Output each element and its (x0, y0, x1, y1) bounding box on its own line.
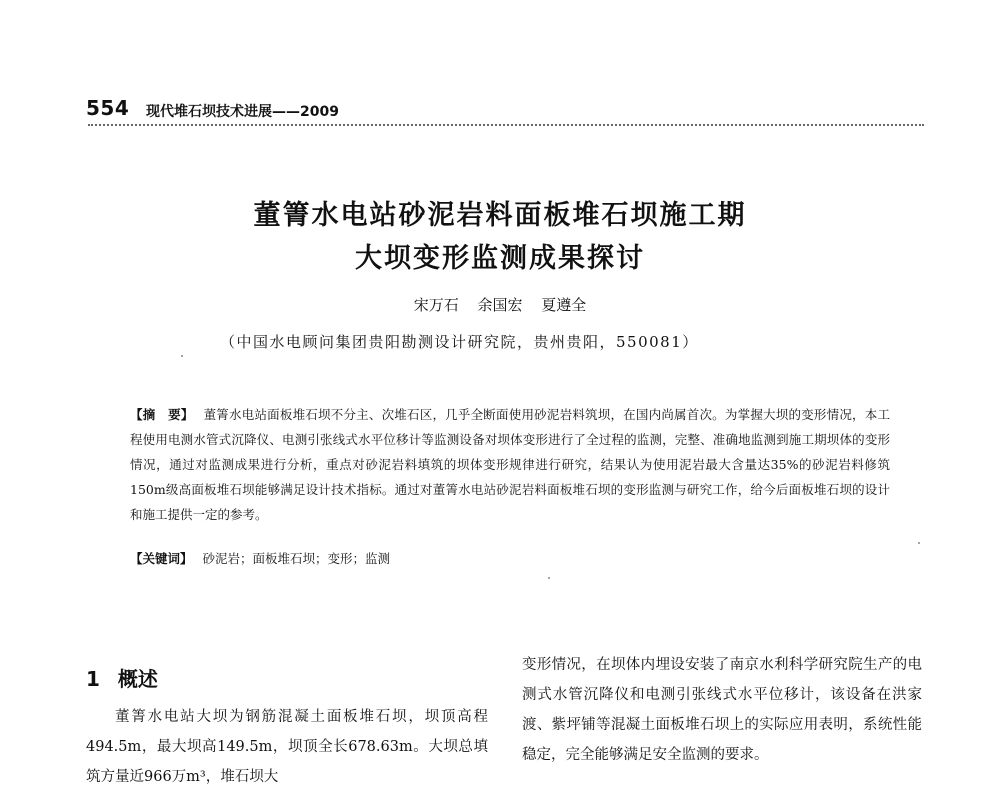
keywords (130, 549, 390, 567)
page-number: 554 (86, 96, 130, 120)
abstract-text: 董箐水电站面板堆石坝不分主、次堆石区，几乎全断面使用砂泥岩料筑坝，在国内尚属首次。为掌握大坝的变形情况，本工程使用电测水管式沉降仪、电测引张线式水平位移计等监测设备对坝体变形进行了全过程的监测，完整、准确地监测到施工期坝体的变形情况，通过对监测成果进行分析，重点对砂泥岩料填筑的坝体变形规律进行研究，结果认为使用泥岩最大含量达35%的砂泥岩料修筑150m级高面板堆石坝能够满足设计技术指标。通过对董箐水电站砂泥岩料面板堆石坝的变形监测与研究工作，给今后面板堆石坝的设计和施工提供一定的参考。 (130, 407, 890, 522)
section-heading (86, 663, 158, 692)
scan-speck (548, 577, 550, 579)
journal-title: 现代堆石坝技术进展——2009 (146, 104, 339, 120)
header-divider (88, 124, 924, 126)
abstract (130, 402, 890, 527)
keywords-text: 砂泥岩；面板堆石坝；变形；监测 (202, 551, 391, 566)
scan-speck (181, 355, 183, 357)
article-title-line-1: 董箐水电站砂泥岩料面板堆石坝施工期 (253, 200, 747, 231)
abstract-label: 【摘 要】 (130, 407, 194, 422)
body-right-column: 变形情况，在坝体内埋设安装了南京水利科学研究院生产的电测式水管沉降仪和电测引张线式水平位移计，该设备在洪家渡、紫坪铺等混凝土面板堆石坝上的实际应用表明，系统性能稳定，完全能够满足安全监测的要求。 (522, 657, 922, 763)
authors: 宋万石 余国宏 夏遵全 (413, 296, 587, 314)
scan-speck (918, 542, 920, 544)
article-title-line-2: 大坝变形监测成果探讨 (355, 243, 645, 274)
body-left-column: 董箐水电站大坝为钢筋混凝土面板堆石坝，坝顶高程494.5m，最大坝高149.5m，坝顶全长678.63m。大坝总填筑方量近966万m³，堆石坝大 (86, 709, 488, 785)
section-title: 概述 (117, 667, 158, 691)
section-number: 1 (86, 667, 100, 691)
keywords-label: 【关键词】 (130, 551, 193, 566)
affiliation: （中国水电顾问集团贵阳勘测设计研究院，贵州贵阳，550081） (220, 333, 699, 351)
